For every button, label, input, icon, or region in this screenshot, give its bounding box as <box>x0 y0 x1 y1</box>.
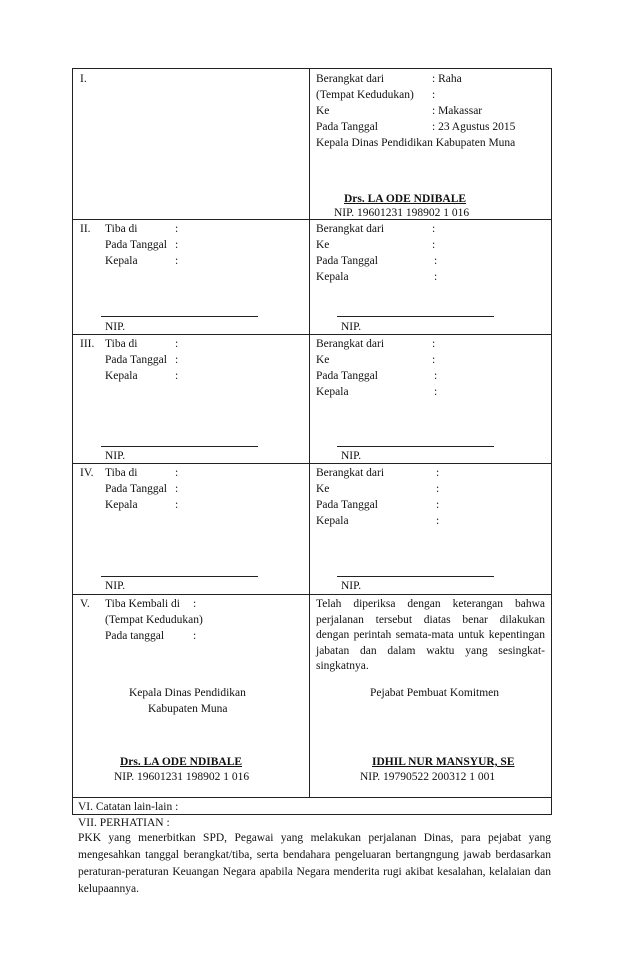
tiba-colon: : <box>175 338 179 350</box>
tanggal-right-label: Pada Tanggal <box>316 499 378 511</box>
notes-label: VI. Catatan lain-lain : <box>78 801 179 813</box>
table-border-top <box>72 68 552 69</box>
tanggal-right-label: Pada Tanggal <box>316 370 378 382</box>
kepala-label: Kepala <box>105 255 138 267</box>
right-official-nip: NIP. 19790522 200312 1 001 <box>360 771 496 783</box>
tempat-kedudukan-value: : <box>432 89 436 101</box>
tanggal-right-colon: : <box>434 370 438 382</box>
tiba-label: Tiba di <box>105 338 138 350</box>
ke-label: Ke <box>316 354 330 366</box>
berangkat-label: Berangkat dari <box>316 467 385 479</box>
kepala-label: Kepala <box>105 370 138 382</box>
left-official-title-line1: Kepala Dinas Pendidikan <box>129 687 246 699</box>
left-official-nip: NIP. 19601231 198902 1 016 <box>114 771 250 783</box>
nip-right: NIP. <box>341 321 362 333</box>
table-center-divider <box>309 68 310 797</box>
tanggal-colon: : <box>175 239 179 251</box>
nip-right: NIP. <box>341 450 362 462</box>
nip-left: NIP. <box>105 580 126 592</box>
kepala-right-label: Kepala <box>316 515 349 527</box>
row-divider-4 <box>72 594 552 595</box>
berangkat-colon: : <box>436 467 440 479</box>
kepala-colon: : <box>175 499 179 511</box>
kepala-colon: : <box>175 370 179 382</box>
table-border-bottom <box>72 814 552 815</box>
section-number: I. <box>80 73 87 85</box>
ke-label: Ke <box>316 483 330 495</box>
berangkat-colon: : <box>432 223 436 235</box>
tiba-colon: : <box>175 223 179 235</box>
tempat-kedudukan-label: (Tempat Kedudukan) <box>105 614 203 626</box>
ke-colon: : <box>436 483 440 495</box>
right-official-title: Pejabat Pembuat Komitmen <box>370 687 500 699</box>
tiba-colon: : <box>175 467 179 479</box>
tanggal-label: Pada Tanggal <box>105 239 167 251</box>
kepala-right-label: Kepala <box>316 386 349 398</box>
signature-line-right <box>337 316 494 317</box>
berangkat-label: Berangkat dari <box>316 73 385 85</box>
berangkat-colon: : <box>432 338 436 350</box>
table-border-left <box>72 68 73 814</box>
left-official-name: Drs. LA ODE NDIBALE <box>120 756 243 768</box>
tanggal-label: Pada Tanggal <box>105 483 167 495</box>
tiba-kembali-colon: : <box>193 598 197 610</box>
attention-heading: VII. PERHATIAN : <box>78 817 170 829</box>
ke-colon: : <box>432 239 436 251</box>
signature-line-right <box>337 576 494 577</box>
tanggal-right-label: Pada Tanggal <box>316 255 378 267</box>
tanggal-label: Pada Tanggal <box>316 121 378 133</box>
signature-line-left <box>101 316 258 317</box>
ke-colon: : <box>432 354 436 366</box>
section-number: V. <box>80 598 90 610</box>
kepala-right-colon: : <box>434 386 438 398</box>
tanggal-right-colon: : <box>434 255 438 267</box>
ke-value: : Makassar <box>432 105 483 117</box>
tanggal-label: Pada Tanggal <box>105 354 167 366</box>
kepala-right-colon: : <box>436 515 440 527</box>
section-number: II. <box>80 223 91 235</box>
attention-body: PKK yang menerbitkan SPD, Pegawai yang melakukan perjalanan Dinas, para pejabat yang mengesahkan tanggal berangkat/tiba, serta bendahara pengeluaran bertangngung jawab berdasarkan peraturan-peraturan Keuangan Negara apabila Negara menderita rugi akibat kesalahan, kelalaian dan kelupaannya. <box>78 832 551 895</box>
berangkat-label: Berangkat dari <box>316 223 385 235</box>
berangkat-value: : Raha <box>432 73 462 85</box>
official-name: Drs. LA ODE NDIBALE <box>344 193 467 205</box>
nip-left: NIP. <box>105 450 126 462</box>
ke-label: Ke <box>316 105 330 117</box>
nip-right: NIP. <box>341 580 362 592</box>
berangkat-label: Berangkat dari <box>316 338 385 350</box>
row-divider-1 <box>72 219 552 220</box>
tanggal-label: Pada tanggal <box>105 630 165 642</box>
section-number: IV. <box>80 467 94 479</box>
signature-line-left <box>101 446 258 447</box>
ke-label: Ke <box>316 239 330 251</box>
official-nip: NIP. 19601231 198902 1 016 <box>334 207 470 219</box>
tiba-label: Tiba di <box>105 467 138 479</box>
kepala-right-label: Kepala <box>316 271 349 283</box>
tanggal-colon: : <box>175 483 179 495</box>
left-official-title-line2: Kabupaten Muna <box>148 703 228 715</box>
kepala-label: Kepala <box>105 499 138 511</box>
signature-line-left <box>101 576 258 577</box>
official-title: Kepala Dinas Pendidikan Kabupaten Muna <box>316 137 516 149</box>
tempat-kedudukan-label: (Tempat Kedudukan) <box>316 89 414 101</box>
nip-left: NIP. <box>105 321 126 333</box>
table-border-right <box>551 68 552 814</box>
kepala-colon: : <box>175 255 179 267</box>
signature-line-right <box>337 446 494 447</box>
row-divider-2 <box>72 334 552 335</box>
tanggal-value: : 23 Agustus 2015 <box>432 121 516 133</box>
tanggal-colon: : <box>175 354 179 366</box>
verification-statement: Telah diperiksa dengan keterangan bahwa perjalanan tersebut diatas benar dilakukan dengan perintah semata-mata untuk kepentingan jabatan dan dalam waktu yang sesingkat-singkatnya. <box>316 598 545 672</box>
tanggal-right-colon: : <box>436 499 440 511</box>
right-official-name: IDHIL NUR MANSYUR, SE <box>372 756 515 768</box>
tiba-label: Tiba di <box>105 223 138 235</box>
section-number: III. <box>80 338 95 350</box>
kepala-right-colon: : <box>434 271 438 283</box>
row-divider-5 <box>72 797 552 798</box>
tiba-kembali-label: Tiba Kembali di <box>105 598 180 610</box>
tanggal-colon: : <box>193 630 197 642</box>
row-divider-3 <box>72 463 552 464</box>
